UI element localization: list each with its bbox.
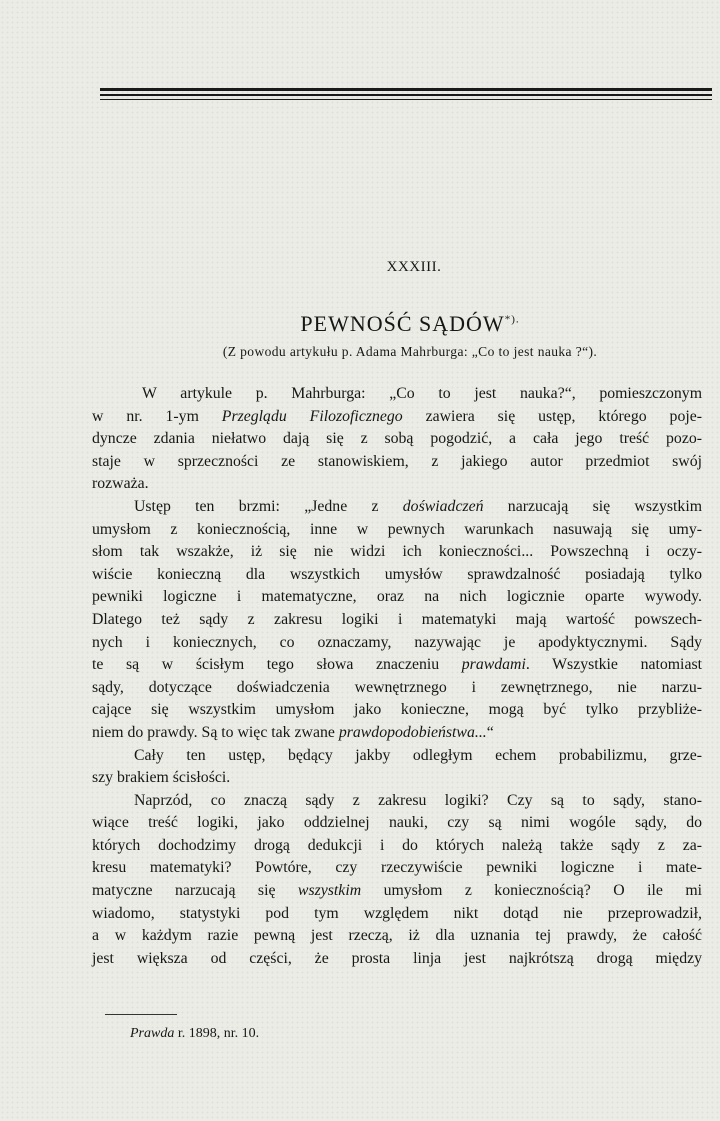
text-line: staje w sprzeczności ze stanowiskiem, z jakiego autor przedmiot swój xyxy=(92,452,702,470)
text-line: nych i koniecznych, co oznaczamy, nazywając je apodyktycznymi. Sądy xyxy=(92,633,702,651)
text-line: Naprzód, co znaczą sądy z zakresu logiki? Czy są to sądy, stano- xyxy=(134,791,702,809)
text-line: niem do prawdy. Są to więc tak zwane prawdopodobieństwa...“ xyxy=(92,723,494,741)
text-line: sądy, dotyczące doświadczenia wewnętrznego i zewnętrznego, nie narzu- xyxy=(92,678,702,696)
text-line: rozważa. xyxy=(92,475,149,493)
article-subtitle: (Z powodu artykułu p. Adama Mahrburga: „Co to jest nauka ?“). xyxy=(222,344,598,359)
text-line: W artykule p. Mahrburga: „Co to jest nauka?“, pomieszczonym xyxy=(142,385,702,402)
footnote-details: r. 1898, nr. 10. xyxy=(177,1026,260,1041)
text-line: kresu matematyki? Powtóre, czy rzeczywiście pewniki logiczne i mate- xyxy=(92,859,702,877)
text-line: dyncze zdania niełatwo dają się z sobą pogodzić, a cała jego treść pozo- xyxy=(92,430,702,448)
footnote-marker: *). xyxy=(504,313,520,326)
chapter-number: XXXIII. xyxy=(386,259,442,275)
header-rule-thick xyxy=(100,88,712,91)
header-rule-middle xyxy=(100,94,712,96)
text-line: Dlatego też sądy z zakresu logiki i matematyki mają wartość powszech- xyxy=(92,610,702,628)
text-line: w nr. 1-ym Przeglądu Filozoficznego zawiera się ustęp, którego poje- xyxy=(92,407,703,425)
footnote-divider xyxy=(105,1014,177,1015)
text-line: cające się wszystkim umysłom jako konieczne, mogą być tylko przybliże- xyxy=(92,701,702,719)
footnote-source: Prawda xyxy=(130,1026,175,1041)
text-line: jest większa od części, że prosta linja jest najkrótszą drogą między xyxy=(92,949,702,967)
text-line: Ustęp ten brzmi: „Jedne z doświadczeń narzucają się wszystkim xyxy=(134,497,702,515)
text-line: pewniki logiczne i matematyczne, oraz na nich logicznie oparte wywody. xyxy=(92,588,702,606)
text-line: umysłom z koniecznością, inne w pewnych warunkach nasuwają się umy- xyxy=(92,520,702,538)
body-text xyxy=(92,383,702,970)
text-line: a w każdym razie pewną jest rzeczą, iż dla uznania tej prawdy, że całość xyxy=(92,927,702,945)
text-line: wiące treść logiki, jako oddzielnej nauki, czy są nimi wogóle sądy, do xyxy=(92,814,702,832)
article-title xyxy=(0,311,720,337)
footnote xyxy=(130,1026,259,1042)
header-rule-thin xyxy=(100,99,712,100)
text-line: wiście konieczną dla wszystkich umysłów sprawdzalność posiadają tylko xyxy=(92,565,702,583)
text-line: Cały ten ustęp, będący jakby odległym echem probabilizmu, grze- xyxy=(134,746,702,764)
text-line: szy brakiem ścisłości. xyxy=(92,769,231,787)
text-line: słom tak wszakże, iż się nie widzi ich konieczności... Powszechną i oczy- xyxy=(92,543,702,561)
article-title-text: PEWNOŚĆ SĄDÓW xyxy=(300,311,505,336)
text-line: wiadomo, statystyki pod tym względem nikt dotąd nie przeprowadził, xyxy=(92,904,702,922)
text-line: matyczne narzucają się wszystkim umysłom z koniecznością? O ile mi xyxy=(92,882,702,900)
text-line: te są w ścisłym tego słowa znaczeniu prawdami. Wszystkie natomiast xyxy=(92,656,702,674)
text-line: których dochodzimy drogą dedukcji i do których należą także sądy z za- xyxy=(92,836,702,854)
